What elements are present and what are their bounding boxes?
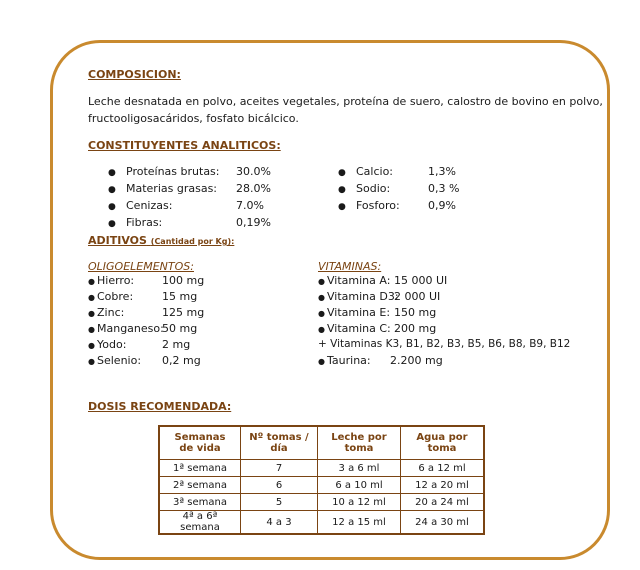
dosis-cell: 10 a 12 ml (318, 494, 401, 511)
dosis-cell: 3ª semana (159, 494, 241, 511)
bullet-icon (108, 199, 122, 212)
bullet-icon (338, 182, 352, 195)
oligoelementos-title: OLIGOELEMENTOS: (88, 260, 194, 273)
oligo-value: 125 mg (162, 306, 205, 319)
dosis-cell: 6 (241, 477, 318, 494)
vitamina-label: Vitamina A: (327, 274, 391, 287)
table-row (159, 494, 484, 511)
dosis-table (158, 425, 485, 535)
dosis-title: DOSIS RECOMENDADA: (88, 400, 232, 413)
constituyente-value: 1,3% (428, 165, 456, 178)
vitaminas-extra: + Vitaminas K3, B1, B2, B3, B5, B6, B8, B9, B12 (318, 338, 571, 350)
aditivos-label: ADITIVOS (88, 234, 147, 247)
dosis-cell: 12 a 15 ml (318, 511, 401, 535)
constituyente-value: 0,9% (428, 199, 456, 212)
constituyente-label: Sodio: (356, 182, 391, 195)
oligo-value: 15 mg (162, 290, 198, 303)
oligo-label: Hierro: (97, 274, 135, 287)
dosis-cell: 12 a 20 ml (401, 477, 485, 494)
bullet-icon (88, 338, 97, 351)
vitamina-label: Vitamina E: (327, 306, 391, 319)
constituyente-value: 28.0% (236, 182, 271, 195)
bullet-icon (108, 165, 122, 178)
dosis-cell: 20 a 24 ml (401, 494, 485, 511)
dosis-header-cell: Nº tomas / día (241, 426, 318, 460)
dosis-cell: 5 (241, 494, 318, 511)
oligo-label: Selenio: (97, 354, 142, 367)
bullet-icon (88, 354, 97, 367)
bullet-icon (318, 290, 327, 303)
bullet-icon (88, 290, 97, 303)
oligo-value: 2 mg (162, 338, 191, 351)
oligo-value: 0,2 mg (162, 354, 201, 367)
bullet-icon (318, 354, 327, 367)
dosis-header-cell: Leche por toma (318, 426, 401, 460)
dosis-header-cell: Agua por toma (401, 426, 485, 460)
vitamina-value: 200 mg (394, 322, 437, 335)
bullet-icon (108, 182, 122, 195)
vitamina-value: 15 000 UI (394, 274, 448, 287)
oligo-label: Zinc: (97, 306, 125, 319)
vitamina-value: 2 000 UI (394, 290, 441, 303)
bullet-icon (338, 165, 352, 178)
bullet-icon (318, 322, 327, 335)
composicion-title: COMPOSICION: (88, 68, 181, 81)
dosis-cell: 2ª semana (159, 477, 241, 494)
table-row (159, 511, 484, 535)
dosis-cell: 1ª semana (159, 460, 241, 477)
dosis-cell: 4 a 3 (241, 511, 318, 535)
aditivos-title (88, 234, 234, 247)
bullet-icon (88, 306, 97, 319)
composicion-line-2: fructooligosacáridos, fosfato bicálcico. (88, 112, 299, 125)
constituyente-label: Fosforo: (356, 199, 400, 212)
taurina-label: Taurina: (327, 354, 371, 367)
constituyente-label: Calcio: (356, 165, 394, 178)
dosis-cell: 6 a 12 ml (401, 460, 485, 477)
vitamina-value: 150 mg (394, 306, 437, 319)
vitamina-label: Vitamina D3: (327, 290, 399, 303)
oligo-value: 50 mg (162, 322, 198, 335)
dosis-cell: 7 (241, 460, 318, 477)
table-row (159, 477, 484, 494)
table-row (159, 460, 484, 477)
oligo-value: 100 mg (162, 274, 205, 287)
dosis-cell: 6 a 10 ml (318, 477, 401, 494)
constituyente-value: 0,3 % (428, 182, 460, 195)
dosis-header-row (159, 426, 484, 460)
constituyente-label: Materias grasas: (126, 182, 218, 195)
aditivos-subtitle: (Cantidad por Kg): (150, 237, 235, 246)
oligo-label: Manganeso: (97, 322, 164, 335)
bullet-icon (88, 274, 97, 287)
vitaminas-title: VITAMINAS: (318, 260, 382, 273)
bullet-icon (318, 306, 327, 319)
taurina-value: 2.200 mg (390, 354, 443, 367)
vitamina-label: Vitamina C: (327, 322, 391, 335)
constituyente-value: 30.0% (236, 165, 271, 178)
composicion-line-1: Leche desnatada en polvo, aceites vegetales, proteína de suero, calostro de bovino en polvo, (88, 95, 603, 108)
oligo-label: Cobre: (97, 290, 134, 303)
constituyente-value: 0,19% (236, 216, 271, 229)
dosis-cell: 3 a 6 ml (318, 460, 401, 477)
constituyente-label: Fibras: (126, 216, 163, 229)
dosis-header-cell: Semanas de vida (159, 426, 241, 460)
dosis-cell: 4ª a 6ª semana (159, 511, 241, 535)
constituyente-label: Cenizas: (126, 199, 173, 212)
bullet-icon (108, 216, 122, 229)
constituyentes-title: CONSTITUYENTES ANALITICOS: (88, 139, 281, 152)
constituyente-value: 7.0% (236, 199, 264, 212)
oligo-label: Yodo: (97, 338, 127, 351)
dosis-cell: 24 a 30 ml (401, 511, 485, 535)
constituyente-label: Proteínas brutas: (126, 165, 220, 178)
bullet-icon (338, 199, 352, 212)
bullet-icon (318, 274, 327, 287)
bullet-icon (88, 322, 97, 335)
